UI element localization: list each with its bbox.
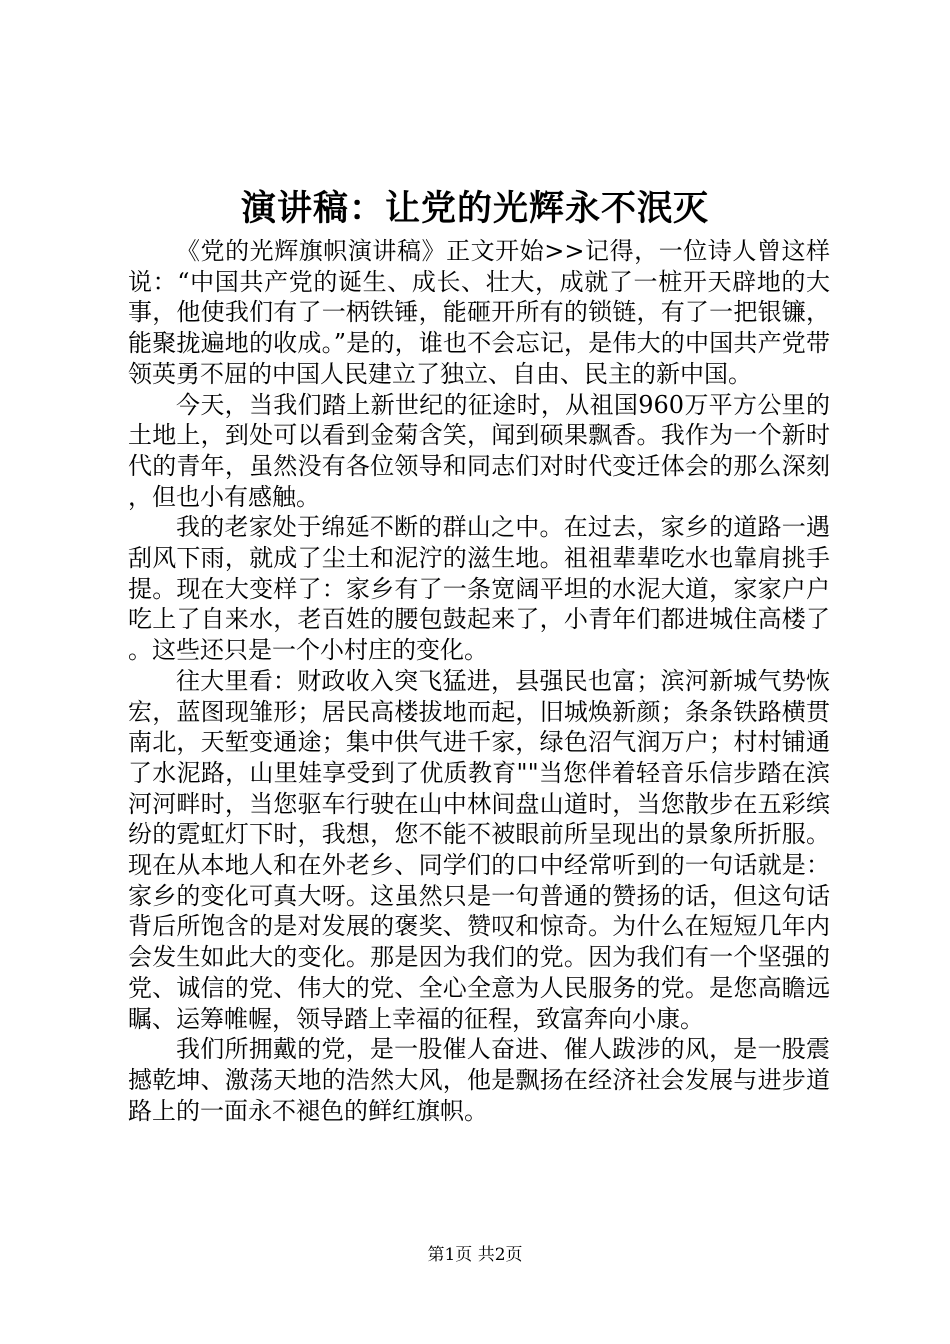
paragraph-4: 往大里看：财政收入突飞猛进，县强民也富；滨河新城气势恢宏，蓝图现雏形；居民高楼拔地而起，旧城焕新颜；条条铁路横贯南北，天堑变通途；集中供气进千家，绿色沼气润万户；村村铺通了水泥路，山里娃享受到了优质教育""当您伴着轻音乐信步踏在滨河河畔时，当您驱车行驶在山中林间盘山道时，当您散步在五彩缤纷的霓虹灯下时，我想，您不能不被眼前所呈现出的景象所折服。现在从本地人和在外老乡、同学们的口中经常听到的一句话就是：家乡的变化可真大呀。这虽然只是一句普通的赞扬的话，但这句话背后所饱含的是对发展的褒奖、赞叹和惊奇。为什么在短短几年内会发生如此大的变化。那是因为我们的党。因为我们有一个坚强的党、诚信的党、伟大的党、全心全意为人民服务的党。是您高瞻远瞩、运筹帷幄，领导踏上幸福的征程，致富奔向小康。	[128, 666, 830, 1033]
paragraph-2: 今天，当我们踏上新世纪的征途时，从祖国960万平方公里的土地上，到处可以看到金菊含笑，闻到硕果飘香。我作为一个新时代的青年，虽然没有各位领导和同志们对时代变迁体会的那么深刻，但也小有感触。	[128, 390, 830, 511]
document-title: 演讲稿：让党的光辉永不泯灭	[240, 188, 709, 229]
page-number-footer: 第1页 共2页	[427, 1245, 523, 1265]
document-body	[128, 236, 830, 1126]
paragraph-5: 我们所拥戴的党，是一股催人奋进、催人跋涉的风，是一股震撼乾坤、激荡天地的浩然大风，他是飘扬在经济社会发展与进步道路上的一面永不褪色的鲜红旗帜。	[128, 1035, 830, 1125]
paragraph-3: 我的老家处于绵延不断的群山之中。在过去，家乡的道路一遇刮风下雨，就成了尘土和泥泞的滋生地。祖祖辈辈吃水也靠肩挑手提。现在大变样了：家乡有了一条宽阔平坦的水泥大道，家家户户吃上了自来水，老百姓的腰包鼓起来了，小青年们都进城住高楼了。这些还只是一个小村庄的变化。	[128, 513, 830, 665]
paragraph-1: 《党的光辉旗帜演讲稿》正文开始>>记得，一位诗人曾这样说：“中国共产党的诞生、成长、壮大，成就了一桩开天辟地的大事，他使我们有了一柄铁锤，能砸开所有的锁链，有了一把银镰，能聚拢遍地的收成。”是的，谁也不会忘记，是伟大的中国共产党带领英勇不屈的中国人民建立了独立、自由、民主的新中国。	[128, 237, 830, 388]
